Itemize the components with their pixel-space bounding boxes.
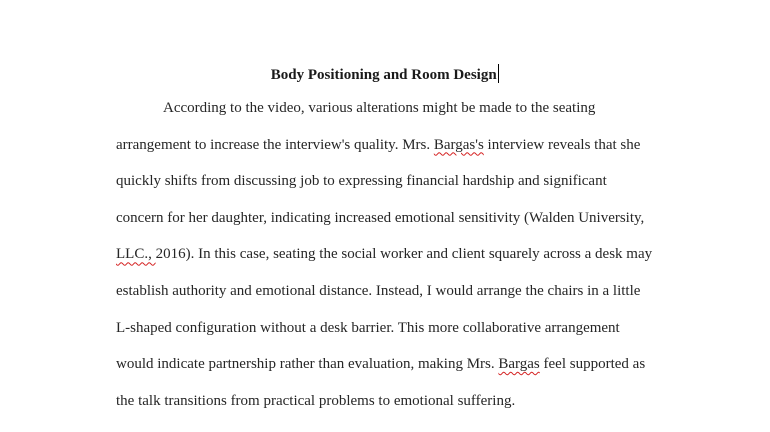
paragraph-line [116, 318, 620, 338]
paragraph-line [116, 391, 515, 411]
line-text: feel supported as [539, 356, 646, 373]
paragraph-line [116, 244, 652, 264]
paragraph-line [116, 171, 607, 191]
line-text: would indicate partnership rather than evaluation, making Mrs. [116, 356, 499, 373]
paragraph-line [116, 354, 645, 374]
text-cursor [498, 64, 500, 83]
line-text: interview reveals that she [483, 136, 641, 153]
paragraph-line [163, 98, 595, 118]
line-text: establish authority and emotional distance. Instead, I would arrange the chairs in a little [116, 283, 641, 299]
spellcheck-flagged-word: Bargas's [433, 136, 484, 153]
document-title [0, 64, 770, 85]
line-text: the talk transitions from practical problems to emotional suffering. [116, 392, 516, 409]
paragraph-line [116, 135, 640, 155]
line-text: 2016). In this case, seating the social worker and client squarely across a desk may [155, 246, 653, 263]
line-text: L-shaped configuration without a desk barrier. This more collaborative arrangement [116, 319, 620, 336]
line-text: arrangement to increase the interview's quality. Mrs. [116, 136, 434, 153]
paragraph-line [116, 281, 640, 301]
line-text: quickly shifts from discussing job to expressing financial hardship and significant [116, 173, 607, 190]
document-title-text: Body Positioning and Room Design [270, 67, 497, 83]
spellcheck-flagged-word: Bargas [498, 356, 540, 373]
paragraph-line [116, 208, 644, 228]
line-text: According to the video, various alterations might be made to the seating [163, 100, 596, 116]
spellcheck-flagged-word: LLC., [116, 246, 156, 263]
line-text: concern for her daughter, indicating increased emotional sensitivity (Walden University, [116, 209, 645, 226]
